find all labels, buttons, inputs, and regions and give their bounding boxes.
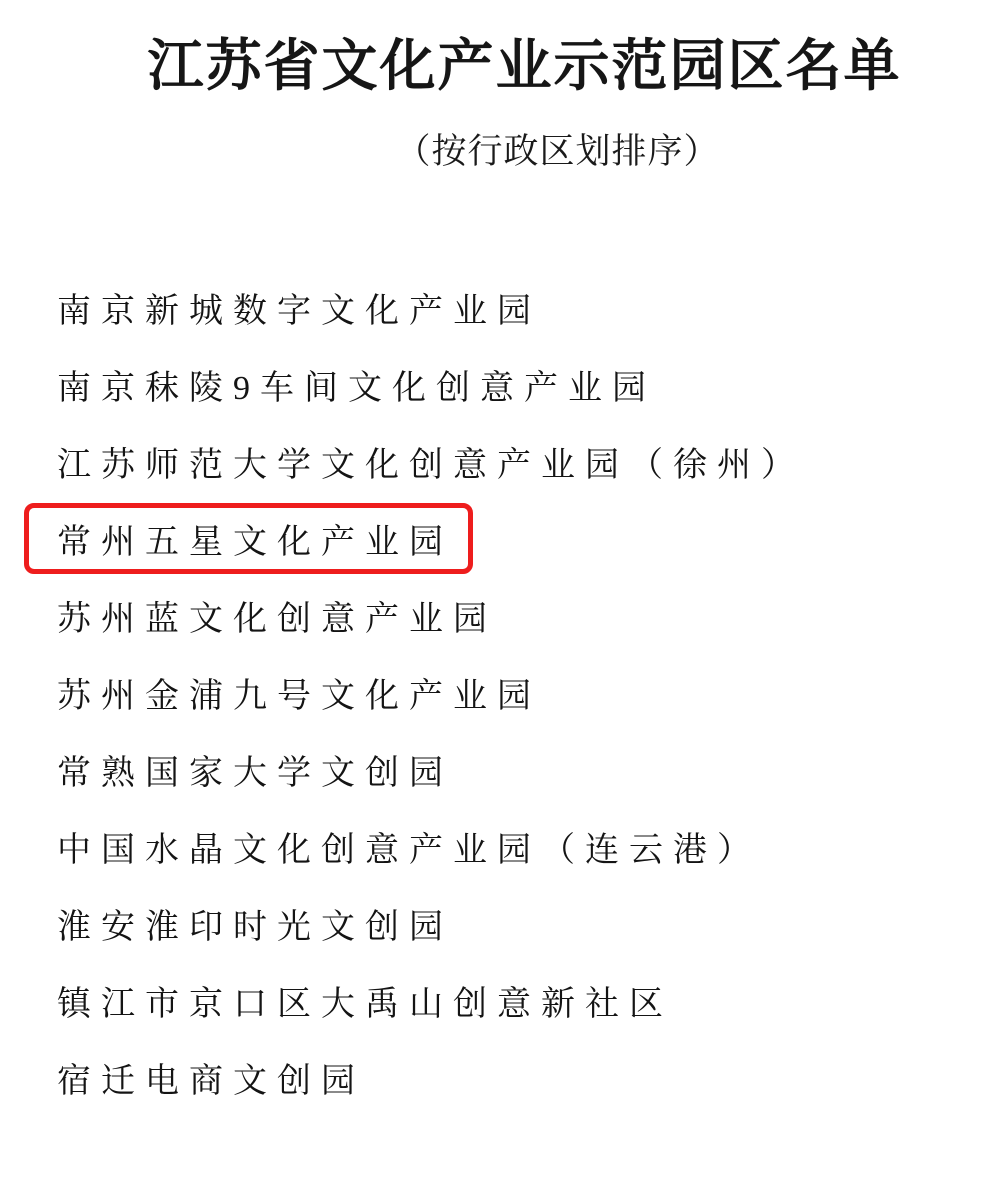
list-item bbox=[0, 731, 995, 808]
park-name: 淮安淮印时光文创园 bbox=[57, 909, 453, 946]
park-name: 苏州金浦九号文化产业园 bbox=[57, 678, 541, 715]
park-name: 南京秣陵9车间文化创意产业园 bbox=[57, 370, 656, 407]
list-item bbox=[0, 962, 995, 1039]
list-item bbox=[0, 423, 995, 500]
park-name: 常熟国家大学文创园 bbox=[57, 755, 453, 792]
park-name: 南京新城数字文化产业园 bbox=[57, 293, 541, 330]
list-item bbox=[0, 1039, 995, 1116]
list-item bbox=[0, 346, 995, 423]
park-name: 中国水晶文化创意产业园（连云港） bbox=[57, 832, 761, 869]
page-title: 江苏省文化产业示范园区名单 bbox=[147, 36, 902, 98]
park-name: 苏州蓝文化创意产业园 bbox=[57, 601, 497, 638]
park-name: 江苏师范大学文化创意产业园（徐州） bbox=[57, 447, 805, 484]
park-name: 镇江市京口区大禹山创意新社区 bbox=[57, 986, 673, 1023]
page-subtitle: （按行政区划排序） bbox=[395, 132, 720, 171]
park-name: 宿迁电商文创园 bbox=[57, 1063, 365, 1100]
park-name: 常州五星文化产业园 bbox=[57, 524, 453, 561]
list-item bbox=[0, 269, 995, 346]
list-item bbox=[0, 654, 995, 731]
park-list bbox=[0, 269, 995, 1116]
list-item bbox=[0, 577, 995, 654]
list-item bbox=[0, 808, 995, 885]
list-item bbox=[0, 885, 995, 962]
highlight-annotation-box bbox=[24, 503, 473, 574]
list-item bbox=[0, 500, 995, 577]
